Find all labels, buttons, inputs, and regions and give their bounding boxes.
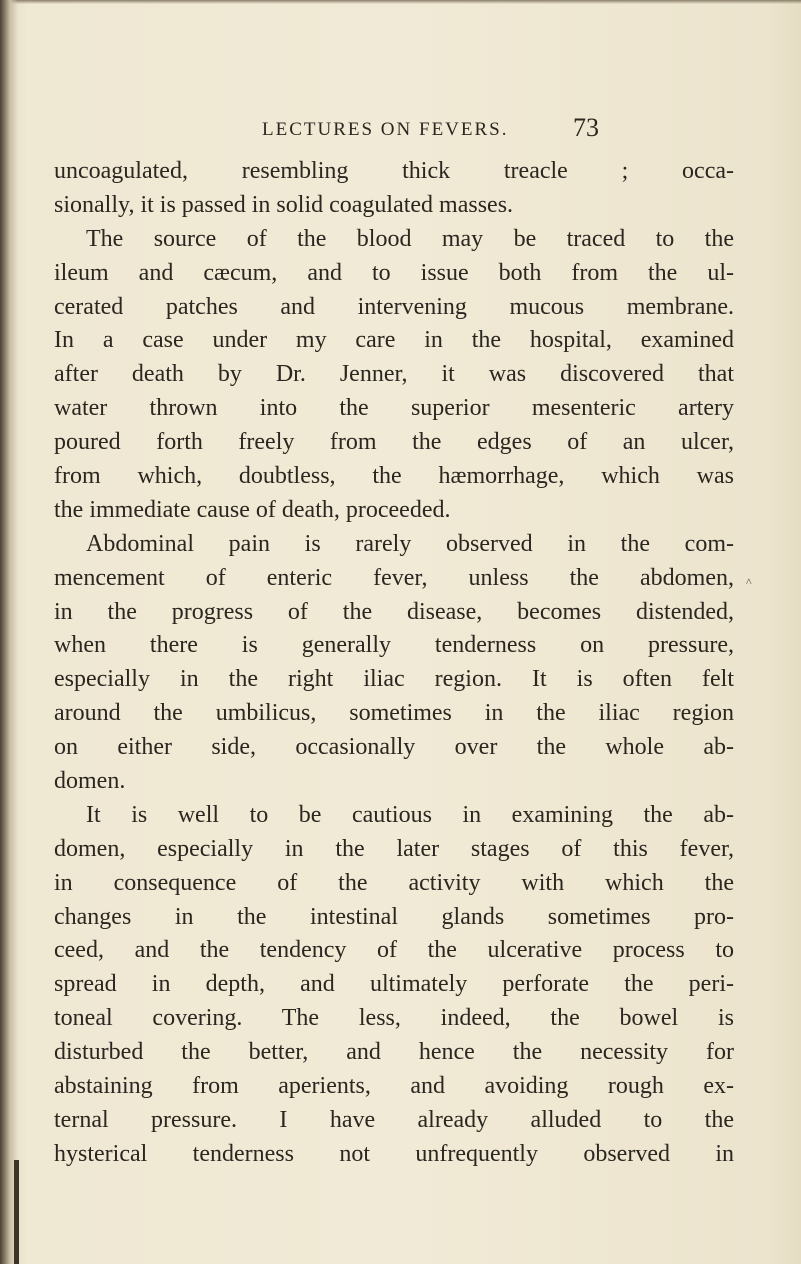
text-line: In a case under my care in the hospital, examined: [54, 327, 734, 354]
text-line: in the progress of the disease, becomes distended,: [54, 598, 734, 625]
text-line: abstaining from aperients, and avoiding rough ex-: [54, 1073, 734, 1100]
text-line: hysterical tenderness not unfrequently observed in: [54, 1140, 734, 1167]
text-line: The source of the blood may be traced to the: [86, 225, 734, 252]
binding-edge-mark: [14, 1160, 19, 1264]
text-line: poured forth freely from the edges of an ulcer,: [54, 429, 734, 456]
text-line: uncoagulated, resembling thick treacle ; occa-: [54, 158, 734, 184]
text-line: changes in the intestinal glands sometimes pro-: [54, 903, 734, 930]
text-line: domen.: [54, 768, 126, 795]
text-line: domen, especially in the later stages of this fever,: [54, 835, 734, 862]
running-title: LECTURES ON FEVERS.: [262, 119, 509, 140]
text-line: around the umbilicus, sometimes in the iliac region: [54, 700, 734, 727]
text-line: sionally, it is passed in solid coagulated masses.: [54, 191, 514, 218]
text-line: after death by Dr. Jenner, it was discovered that: [54, 361, 734, 388]
text-line: It is well to be cautious in examining the ab-: [86, 801, 734, 828]
page-number: 73: [573, 113, 599, 142]
text-line: spread in depth, and ultimately perforate the peri-: [54, 971, 734, 998]
text-line: mencement of enteric fever, unless the abdomen,: [54, 564, 734, 591]
text-line: especially in the right iliac region. It is often felt: [54, 666, 734, 693]
text-line: when there is generally tenderness on pressure,: [54, 632, 734, 659]
running-head: [0, 113, 801, 147]
margin-tick-mark: ^: [746, 575, 752, 589]
page-top-edge: [0, 0, 801, 4]
text-line: water thrown into the superior mesenteric artery: [54, 395, 734, 422]
text-line: toneal covering. The less, indeed, the bowel is: [54, 1005, 734, 1032]
text-line: from which, doubtless, the hæmorrhage, which was: [54, 463, 734, 490]
binding-shadow: [0, 0, 18, 1264]
text-line: ileum and cæcum, and to issue both from the ul-: [54, 259, 734, 286]
text-line: cerated patches and intervening mucous membrane.: [54, 293, 734, 320]
text-line: ternal pressure. I have already alluded to the: [54, 1106, 734, 1133]
text-line: the immediate cause of death, proceeded.: [54, 496, 451, 523]
text-line: ceed, and the tendency of the ulcerative process to: [54, 937, 734, 964]
text-line: on either side, occasionally over the whole ab-: [54, 734, 734, 761]
text-line: in consequence of the activity with which the: [54, 869, 734, 896]
text-line: Abdominal pain is rarely observed in the com-: [86, 530, 734, 557]
text-line: disturbed the better, and hence the necessity for: [54, 1039, 734, 1066]
body-text: [54, 155, 734, 1172]
